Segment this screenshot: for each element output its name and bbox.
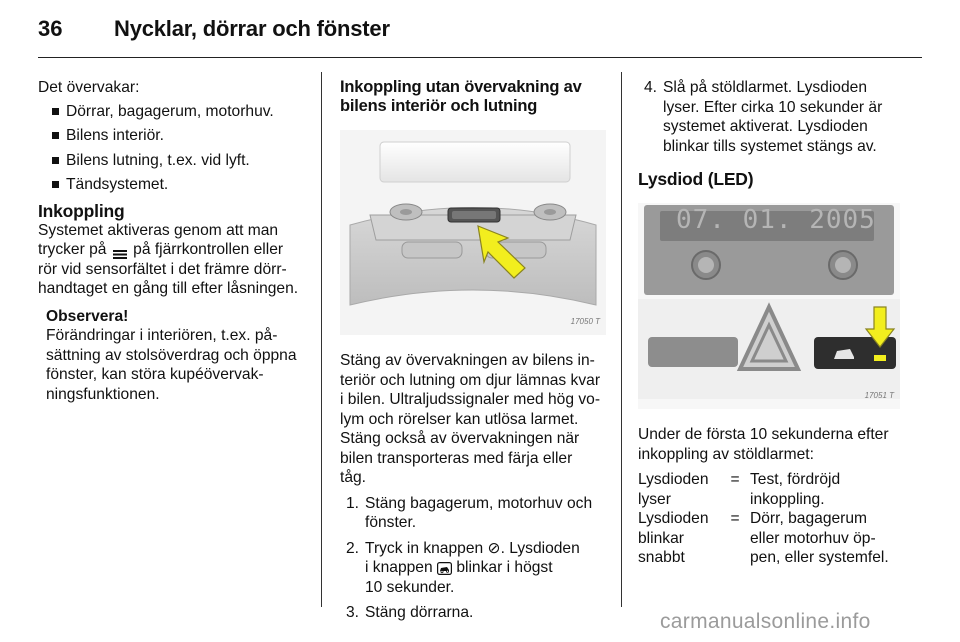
definition-desc: Dörr, bagagerum eller motorhuv öp- pen, eller systemfel. bbox=[750, 510, 889, 566]
section-title-inkoppling: Inkoppling bbox=[38, 200, 125, 221]
figure-code: 17051 T bbox=[864, 390, 894, 400]
steps-list-continued bbox=[644, 78, 906, 156]
roof-console-illustration bbox=[340, 130, 606, 335]
page-number: 36 bbox=[38, 16, 63, 41]
definition-desc: Test, fördröjd inkoppling. bbox=[750, 471, 841, 508]
section-title-no-monitoring: Inkoppling utan övervakning av bilens interiör och lutning bbox=[340, 78, 582, 115]
led-definitions: Lysdioden lyser = Test, fördröjd inkoppling. Lysdioden blinkar snabbt = Dörr, bagagerum eller motorhuv öp- pen, eller systemfel. bbox=[638, 470, 906, 568]
clock-display: 07. 01. 2005 bbox=[676, 205, 876, 235]
chapter-title: Nycklar, dörrar och fönster bbox=[114, 16, 390, 41]
header-rule bbox=[38, 57, 922, 58]
list-item: 4. Slå på stöldlarmet. Lysdioden lyser. Efter cirka 10 sekunder är systemet aktiverat. Lysdioden blinkar tills systemet stängs av. bbox=[644, 79, 883, 155]
monitor-list bbox=[50, 102, 308, 195]
lock-icon bbox=[113, 245, 127, 255]
list-item: Dörrar, bagagerum, motorhuv. bbox=[50, 102, 308, 122]
list-item: 3. Stäng dörrarna. bbox=[346, 604, 474, 621]
definition-term: Lysdioden lyser bbox=[638, 471, 709, 508]
list-item: 2. Tryck in knappen ⊘. Lysdioden i knappen blinkar i högst 10 sekunder. bbox=[346, 539, 580, 596]
no-monitoring-paragraph: Stäng av övervakningen av bilens in- teriör och lutning om djur lämnas kvar i bilen. Ultraljudssignaler med hög vo- lym och rörelser kan utlösa larmet. Stäng också av övervakningen när bilen transporteras med färja eller tåg. bbox=[340, 352, 601, 486]
monitor-intro: Det övervakar: bbox=[38, 79, 140, 96]
list-item: 1. Stäng bagagerum, motorhuv och fönster. bbox=[346, 494, 593, 531]
note-title: Observera! bbox=[46, 307, 129, 325]
column-divider bbox=[621, 72, 622, 607]
note-box: Observera! Förändringar i interiören, t.ex. på- sättning av stolsöverdrag och öppna fönster, kan störa kupéövervak- ningsfunktionen. bbox=[46, 307, 308, 405]
column-divider bbox=[321, 72, 322, 607]
steps-list bbox=[346, 494, 606, 623]
figure-led-panel bbox=[638, 203, 900, 409]
section-title-led: Lysdiod (LED) bbox=[638, 169, 754, 189]
list-item: Tändsystemet. bbox=[50, 175, 308, 195]
column-1 bbox=[38, 78, 308, 404]
list-item: Bilens lutning, t.ex. vid lyft. bbox=[50, 151, 308, 171]
inkoppling-paragraph: Systemet aktiveras genom att man trycker på på fjärrkontrollen eller rör vid sensorfältet i det främre dörr- handtaget en gång till efter låsningen. bbox=[38, 221, 299, 297]
page-header bbox=[38, 16, 390, 50]
car-tilt-icon bbox=[437, 561, 452, 574]
watermark: carmanualsonline.info bbox=[660, 610, 871, 633]
led-intro: Under de första 10 sekunderna efter inkoppling av stöldlarmet: bbox=[638, 426, 889, 463]
definition-term: Lysdioden blinkar snabbt bbox=[638, 510, 709, 566]
list-item: Bilens interiör. bbox=[50, 126, 308, 146]
column-2 bbox=[340, 78, 606, 623]
figure-roof-console bbox=[340, 130, 606, 335]
mute-icon: ⊘ bbox=[487, 539, 501, 557]
figure-code: 17050 T bbox=[570, 316, 600, 326]
column-3 bbox=[638, 78, 906, 568]
